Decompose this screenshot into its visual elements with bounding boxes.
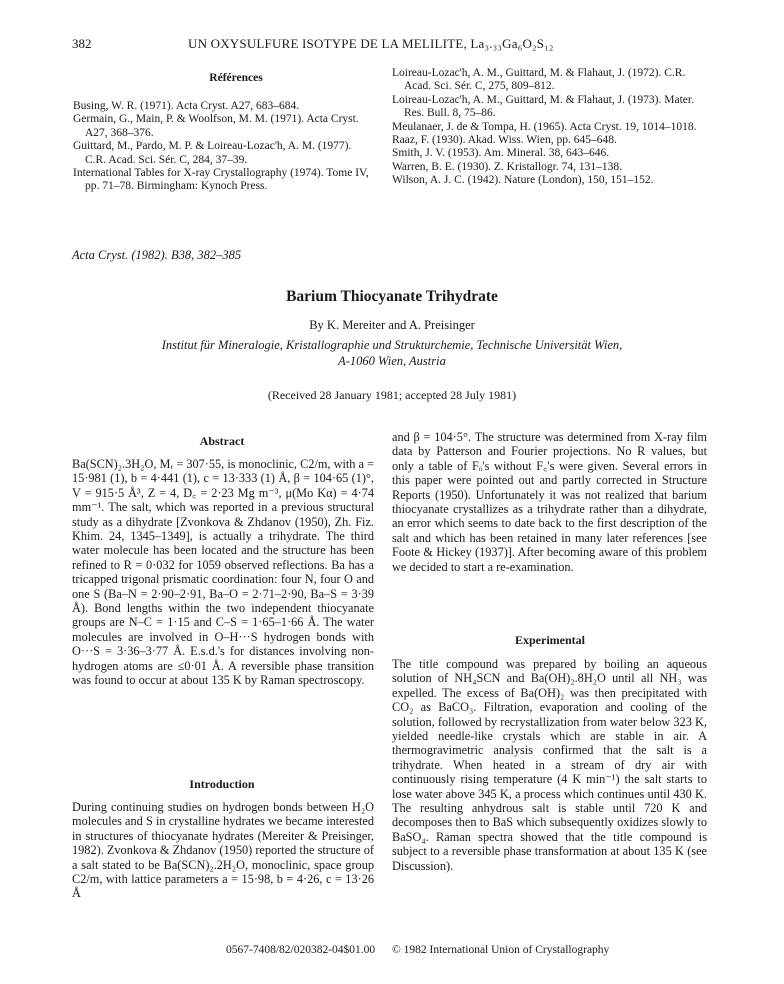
references-left-column bbox=[73, 100, 375, 194]
introduction-continued bbox=[392, 430, 707, 574]
reference-item: Warren, B. E. (1930). Z. Kristallogr. 74, 131–138. bbox=[392, 160, 622, 173]
article-title: Barium Thiocyanate Trihydrate bbox=[286, 288, 498, 305]
references-heading: Références bbox=[209, 72, 263, 84]
article-authors: By K. Mereiter and A. Preisinger bbox=[309, 318, 475, 332]
reference-item: Busing, W. R. (1971). Acta Cryst. A27, 683–684. bbox=[73, 100, 300, 112]
abstract-heading: Abstract bbox=[199, 434, 245, 448]
reference-item: Guittard, M., Pardo, M. P. & Loireau-Lozac'h, A. M. (1977). C.R. Acad. Sci. Sér. C, 284, 37–39. bbox=[73, 140, 352, 166]
journal-reference: Acta Cryst. (1982). B38, 382–385 bbox=[72, 248, 242, 262]
experimental-text: The title compound was prepared by boiling an aqueous solution of NH₄SCN and Ba(OH)₂.8H₂O until all NH₃ was expelled. The excess of Ba(OH)₂ was then precipitated with CO₂ as BaCO₃. Filtration, evaporation and cooling of the solution, followed by recrystallization from water below 323 K, yielded needle-like crystals which are stable in air. A thermogravimetric analysis confirmed that the salt is a trihydrate. When heated in a stream of dry air with continuously rising temperature (4 K min⁻¹) the salt starts to lose water above 345 K, a process which continues until 430 K. The resulting anhydrous salt is stable until 720 K and decomposes then to BaS which subsequently oxidizes slowly to BaSO₄. Raman spectra showed that the title compound is subject to a reversible phase transformation at about 135 K (see Discussion). bbox=[392, 657, 707, 873]
received-dates: (Received 28 January 1981; accepted 28 July 1981) bbox=[267, 388, 517, 402]
reference-item: Meulanaer, J. de & Tompa, H. (1965). Acta Cryst. 19, 1014–1018. bbox=[392, 120, 697, 133]
page-number: 382 bbox=[72, 36, 92, 51]
reference-item: International Tables for X-ray Crystallography (1974). Tome IV, pp. 71–78. Birmingham: Kynoch Press. bbox=[73, 167, 369, 193]
reference-item: Smith, J. V. (1953). Am. Mineral. 38, 643–646. bbox=[392, 147, 610, 160]
reference-item: Loireau-Lozac'h, A. M., Guittard, M. & Flahaut, J. (1972). C.R. Acad. Sci. Sér. C, 275, 809–812. bbox=[392, 67, 686, 93]
reference-item: Raaz, F. (1930). Akad. Wiss. Wien, pp. 645–648. bbox=[392, 134, 617, 147]
reference-item: Wilson, A. J. C. (1942). Nature (London), 150, 151–152. bbox=[392, 174, 654, 187]
affiliation-line: A-1060 Wien, Austria bbox=[338, 354, 446, 368]
affiliation-line: Institut für Mineralogie, Kristallographie und Strukturchemie, Technische Universität Wien, bbox=[161, 338, 623, 352]
experimental-heading: Experimental bbox=[515, 633, 585, 647]
introduction-cont-text: and β = 104·5°. The structure was determined from X-ray film data by Patterson and Fourier projections. No R values, but only a table of Fₒ's without F꜀'s were given. Several errors in this paper were pointed out and partly corrected in Structure Reports (1950). Unfortunately it was not realized that barium thiocyanate crystallizes as a trihydrate rather than a dihydrate, an error which seems to date back to the first description of the salt and which has been retained in many later references [see Foote & Hickey (1937)]. After becoming aware of this problem we decided to start a re-examination. bbox=[392, 430, 707, 574]
running-title: UN OXYSULFURE ISOTYPE DE LA MELILITE, La₃.₃₃Ga₆O₂S₁₂ bbox=[188, 36, 554, 51]
reference-item: Germain, G., Main, P. & Woolfson, M. M. (1971). Acta Cryst. A27, 368–376. bbox=[73, 113, 359, 139]
introduction-heading: Introduction bbox=[189, 777, 255, 791]
reference-item: Loireau-Lozac'h, A. M., Guittard, M. & Flahaut, J. (1973). Mater. Res. Bull. 8, 75–86. bbox=[392, 93, 694, 120]
introduction-text: During continuing studies on hydrogen bonds between H₂O molecules and S in crystalline hydrates we became interested in structures of thiocyanate hydrates (Mereiter & Preisinger, 1982). Zvonkova & Zhdanov (1950) reported the structure of a salt stated to be Ba(SCN)₂.2H₂O, monoclinic, space group C2/m, with lattice parameters a = 15·98, b = 4·26, c = 13·26 Å bbox=[72, 800, 374, 901]
footer-code: 0567-7408/82/020382-04$01.00 bbox=[226, 944, 376, 956]
abstract-body bbox=[72, 457, 374, 688]
footer-copyright: © 1982 International Union of Crystallography bbox=[392, 944, 610, 956]
abstract-text: Ba(SCN)₂.3H₂O, Mᵣ = 307·55, is monoclinic, C2/m, with a = 15·981 (1), b = 4·441 (1), c = 13·333 (1) Å, β = 104·65 (1)°, V = 915·5 Å³, Z = 4, D꜀ = 2·23 Mg m⁻³, μ(Mo Kα) = 4·74 mm⁻¹. The salt, which was reported in a previous structural study as a dihydrate [Zvonkova & Zhdanov (1950), Zh. Fiz. Khim. 24, 1345–1349], is actually a trihydrate. The third water molecule has been located and the structure has been refined to R = 0·032 for 1059 observed reflections. Ba has a tricapped trigonal prismatic coordination: four N, four O and one S (Ba–N = 2·90–2·91, Ba–O = 2·71–2·90, Ba–S = 3·39 Å). Bond lengths within the two independent thiocyanate groups are N–C = 1·15 and C–S = 1·65–1·66 Å. The water molecules are involved in O–H···S hydrogen bonds with O···S = 3·36–3·77 Å. E.s.d.'s for distances involving non-hydrogen atoms are ≤0·01 Å. A reversible phase transition was found to occur at about 135 K by Raman spectroscopy. bbox=[72, 457, 374, 688]
introduction-body bbox=[72, 800, 374, 901]
experimental-body bbox=[392, 657, 707, 873]
references-right-column bbox=[392, 67, 707, 188]
article-affiliation bbox=[72, 337, 712, 369]
